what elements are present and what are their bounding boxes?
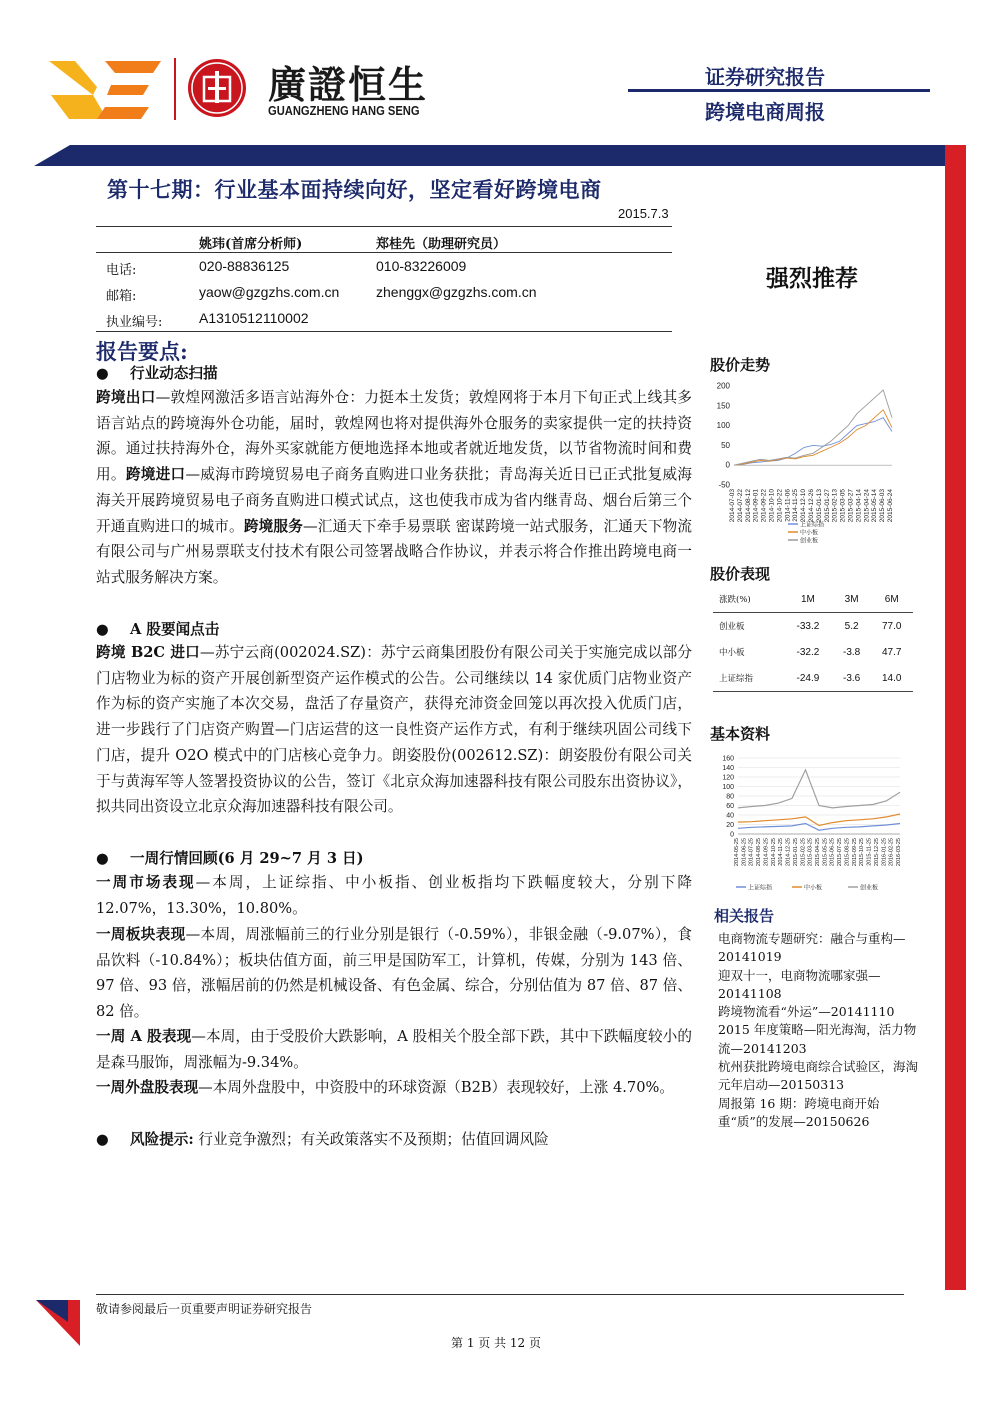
x-tick-label: 2014-09-01 [752, 489, 760, 523]
x-tick-label: 2015-01-13 [815, 489, 823, 523]
ashare-news-paragraph: 跨境 B2C 进口—苏宁云商(002024.SZ)：苏宁云商集团股份有限公司关于实施完成以部分门店物业为标的资产开展创新型资产运作模式的公告。公司继续以 14 家优质门店物业资产作为标的资产实施了本次交易，盘活了存量资产，获得充沛资金回笼以再次投入优质门店，进一步践行了门店资产购置—门店运营的这一良性资产运作方式，有利于继续巩固公司线下门店，提升 O2O 模式中的门店核心竞争力。朗姿股份(002612.SZ)：朗姿股份有限公司关于与黄海军等人签署投资协议的公告，签订《北京众海加速器科技有限公司股东出资协议》，拟共同出资设立北京众海加速器科技有限公司。 [96, 644, 692, 816]
y-tick-label: 100 [716, 421, 730, 431]
x-tick-label: 2015-03-05 [839, 489, 847, 523]
cell-6m: 47.7 [881, 646, 902, 658]
cell-3m: -3.6 [843, 672, 861, 684]
price-trend-chart [710, 378, 910, 558]
analyst-header-rule [96, 252, 672, 253]
x-tick-label: 2014-05-25 [734, 838, 740, 867]
table-row [713, 613, 913, 640]
y-tick-label: 120 [722, 774, 734, 782]
series-line [734, 410, 892, 465]
page-number: 第 1 页 共 12 页 [451, 1336, 541, 1350]
header-rule [628, 89, 930, 92]
col-header: 3M [844, 593, 859, 605]
side-accent-bar [945, 145, 966, 1290]
y-tick-label: 200 [716, 381, 730, 391]
performance-heading: 股价表现 [710, 565, 771, 583]
analyst-top-rule [96, 226, 672, 227]
cell-1m: -33.2 [796, 620, 820, 632]
analyst-phone-2: 010-83226009 [376, 258, 467, 274]
industry-paragraph: 跨境出口—敦煌网激活多语言站海外仓：力挺本土发货；敦煌网将于本月下旬正式上线其多语言站点的跨境海外仓功能，届时，敦煌网也将对提供海外仓服务的卖家提供一定的扶持资源。通过扶持海外仓，海外买家就能方便地选择本地或者就近地发货，以节省物流时间和费用。跨境进口—威海市跨境贸易电子商务直购进口业务获批；青岛海关近日已正式批复威海海关开展跨境贸易电子商务直购进口模式试点，这也使我市成为省内继青岛、烟台后第三个开通直购进口的城市。跨境服务—汇通天下牵手易票联 密谋跨境一站式服务，汇通天下物流有限公司与广州易票联支付技术有限公司签署战略合作协议，并表示将合作推出跨境电商一站式服务解决方案。 [96, 389, 692, 586]
cell-6m: 77.0 [881, 620, 902, 632]
row-name: 上证综指 [719, 674, 754, 684]
x-tick-label: 2014-12-25 [785, 838, 792, 867]
x-tick-label: 2016-03-25 [896, 838, 902, 867]
x-tick-label: 2015-08-25 [844, 838, 851, 867]
table-header-row [713, 586, 913, 613]
y-tick-label: 50 [721, 440, 730, 450]
y-tick-label: 150 [716, 401, 730, 411]
legend-label: 创业板 [800, 538, 819, 545]
related-report-item[interactable]: 跨境物流看“外运”—20141110 [718, 1004, 895, 1020]
col-header: 6M [884, 593, 899, 605]
y-tick-label: 80 [726, 793, 734, 801]
report-type: 证券研究报告 [705, 65, 825, 89]
x-tick-label: 2015-06-03 [879, 489, 887, 523]
brand-name-cn: 廣證恒生 [268, 63, 429, 107]
x-tick-label: 2015-11-25 [866, 838, 873, 866]
legend-label: 上证综指 [748, 885, 773, 892]
industry-heading: ● 行业动态扫描 [96, 365, 218, 382]
x-tick-label: 2015-01-27 [823, 489, 831, 523]
x-tick-label: 2015-03-27 [847, 489, 855, 523]
x-tick-label: 2015-01-25 [792, 838, 799, 867]
related-reports-heading: 相关报告 [714, 907, 775, 925]
basic-info-chart [710, 750, 910, 895]
y-tick-label: 0 [725, 460, 730, 470]
cell-1m: -24.9 [796, 672, 820, 684]
email-label: 邮箱: [106, 289, 137, 304]
x-tick-label: 2014-09-22 [760, 489, 768, 523]
cell-6m: 14.0 [881, 672, 902, 684]
analyst-name-1: 姚玮(首席分析师) [199, 237, 303, 252]
cell-3m: 5.2 [844, 620, 859, 632]
x-tick-label: 2016-01-25 [881, 838, 888, 867]
key-points-heading: 报告要点: [96, 339, 188, 364]
analyst-bottom-rule [96, 331, 672, 332]
series-line [738, 814, 900, 826]
analyst-phone-1: 020-88836125 [199, 258, 290, 274]
analyst-email-2[interactable]: zhenggx@gzgzhs.com.cn [376, 284, 537, 300]
x-tick-label: 2014-08-25 [756, 838, 763, 867]
footer-rule [96, 1294, 904, 1295]
row-name: 中小板 [719, 648, 745, 658]
y-tick-label: 20 [726, 822, 734, 829]
x-tick-label: 2014-10-22 [776, 489, 784, 523]
x-tick-label: 2015-02-13 [831, 489, 839, 523]
header-band [34, 145, 966, 166]
x-tick-label: 2014-09-25 [763, 838, 770, 867]
x-tick-label: 2015-07-25 [837, 838, 844, 867]
x-tick-label: 2014-11-25 [778, 838, 785, 866]
legend-label: 中小板 [800, 530, 819, 537]
license-label: 执业编号: [106, 315, 163, 330]
col-header: 1M [800, 593, 815, 605]
x-tick-label: 2015-06-24 [887, 489, 894, 523]
related-report-item[interactable]: 2015 年度策略—阳光海淘，活力物流—20141203 [718, 1022, 917, 1056]
x-tick-label: 2015-09-25 [851, 838, 858, 867]
weekly-review-heading: ● 一周行情回顾(6 月 29~7 月 3 日) [96, 850, 364, 867]
cell-3m: -3.8 [843, 646, 861, 658]
analyst-license: A1310512110002 [199, 310, 309, 326]
x-tick-label: 2014-07-25 [748, 838, 755, 867]
x-tick-label: 2014-10-10 [768, 489, 776, 523]
related-report-item[interactable]: 杭州获批跨境电商综合试验区，海淘元年启动—20150313 [718, 1059, 919, 1093]
price-trend-heading: 股价走势 [710, 356, 771, 374]
row-name: 创业板 [719, 622, 745, 632]
x-tick-label: 2015-02-25 [800, 838, 807, 867]
risk-line: ● 风险提示: 行业竞争激烈；有关政策落实不及预期；估值回调风险 [96, 1131, 549, 1148]
related-report-item[interactable]: 电商物流专题研究：融合与重构—20141019 [718, 931, 906, 965]
legend-label: 上证综指 [800, 522, 825, 529]
report-series: 跨境电商周报 [705, 100, 825, 124]
legend-label: 创业板 [860, 885, 879, 892]
x-tick-label: 2014-07-22 [736, 489, 744, 523]
report-date: 2015.7.3 [618, 206, 669, 221]
y-tick-label: 40 [726, 812, 734, 820]
analyst-name-2: 郑桂先（助理研究员） [376, 237, 507, 252]
report-title: 第十七期：行业基本面持续向好，坚定看好跨境电商 [107, 177, 602, 202]
rating: 强烈推荐 [766, 265, 858, 292]
y-tick-label: 160 [722, 755, 734, 763]
x-tick-label: 2014-12-26 [808, 489, 815, 523]
performance-table [713, 586, 913, 692]
phone-label: 电话: [106, 263, 137, 278]
sector-paragraph: 一周板块表现—本周，周涨幅前三的行业分别是银行（-0.59%），非银金融（-9.07%），食品饮料（-10.84%）；板块估值方面，前三甲是国防军工，计算机，传媒，分别为 143 倍、97 倍、93 倍，涨幅居前的仍然是机械设备、有色金属、综合，分别估值为 87 倍、87 倍、82 倍。 [96, 926, 692, 1021]
legend-label: 中小板 [804, 885, 823, 892]
x-tick-label: 2015-10-25 [859, 838, 866, 867]
y-tick-label: 100 [722, 784, 734, 791]
x-tick-label: 2014-08-12 [744, 489, 752, 523]
analyst-email-1[interactable]: yaow@gzgzhs.com.cn [199, 284, 340, 300]
ashare-news-heading: ● A 股要闻点击 [96, 621, 220, 638]
x-tick-label: 2014-10-25 [770, 838, 777, 867]
x-tick-label: 2016-02-25 [888, 838, 895, 867]
foreign-paragraph: 一周外盘股表现—本周外盘股中，中资股中的环球资源（B2B）表现较好，上涨 4.70%。 [96, 1079, 674, 1096]
y-tick-label: 0 [730, 831, 734, 839]
x-tick-label: 2015-04-14 [855, 489, 863, 523]
x-tick-label: 2015-04-24 [863, 489, 871, 523]
company-logo-icon [45, 55, 165, 125]
related-report-item[interactable]: 周报第 16 期：跨境电商开始重“质”的发展—20150626 [718, 1095, 880, 1129]
ashare-week-paragraph: 一周 A 股表现—本周，由于受股价大跌影响，A 股相关个股全部下跌，其中下跌幅度较小的是森马服饰，周涨幅为-9.34%。 [96, 1028, 692, 1071]
related-reports-list [718, 930, 918, 1131]
x-tick-label: 2015-05-14 [871, 489, 879, 523]
x-tick-label: 2015-12-25 [873, 838, 880, 867]
logo-divider [174, 58, 176, 120]
related-report-item[interactable]: 迎双十一，电商物流哪家强—20141108 [718, 967, 881, 1001]
x-tick-label: 2015-04-25 [815, 838, 821, 867]
y-tick-label: -50 [718, 480, 730, 490]
x-tick-label: 2015-05-25 [822, 838, 829, 867]
x-tick-label: 2014-07-03 [729, 489, 736, 523]
x-tick-label: 2014-12-10 [800, 489, 808, 523]
series-line [734, 390, 892, 465]
x-tick-label: 2015-03-25 [807, 838, 814, 867]
y-tick-label: 60 [726, 803, 734, 810]
cell-1m: -32.2 [796, 646, 820, 658]
market-paragraph: 一周市场表现—本周，上证综指、中小板指、创业板指均下跌幅度较大，分别下降 12.07%，13.30%，10.80%。 [96, 874, 692, 917]
series-line [734, 418, 892, 466]
x-tick-label: 2015-06-25 [829, 838, 836, 867]
series-line [738, 770, 900, 808]
table-row [713, 665, 913, 692]
x-tick-label: 2014-06-25 [741, 838, 748, 867]
x-tick-label: 2014-11-06 [784, 489, 792, 522]
col-header: 涨跌(%) [719, 595, 751, 605]
x-tick-label: 2014-11-25 [792, 489, 800, 522]
brand-name-en: GUANGZHENG HANG SENG [268, 103, 420, 118]
basic-info-heading: 基本资料 [710, 725, 771, 743]
footer-disclaimer: 敬请参阅最后一页重要声明证券研究报告 [96, 1302, 313, 1316]
y-tick-label: 140 [722, 765, 734, 772]
table-row [713, 639, 913, 665]
seal-logo-icon [186, 57, 248, 119]
band-corner [34, 145, 70, 166]
